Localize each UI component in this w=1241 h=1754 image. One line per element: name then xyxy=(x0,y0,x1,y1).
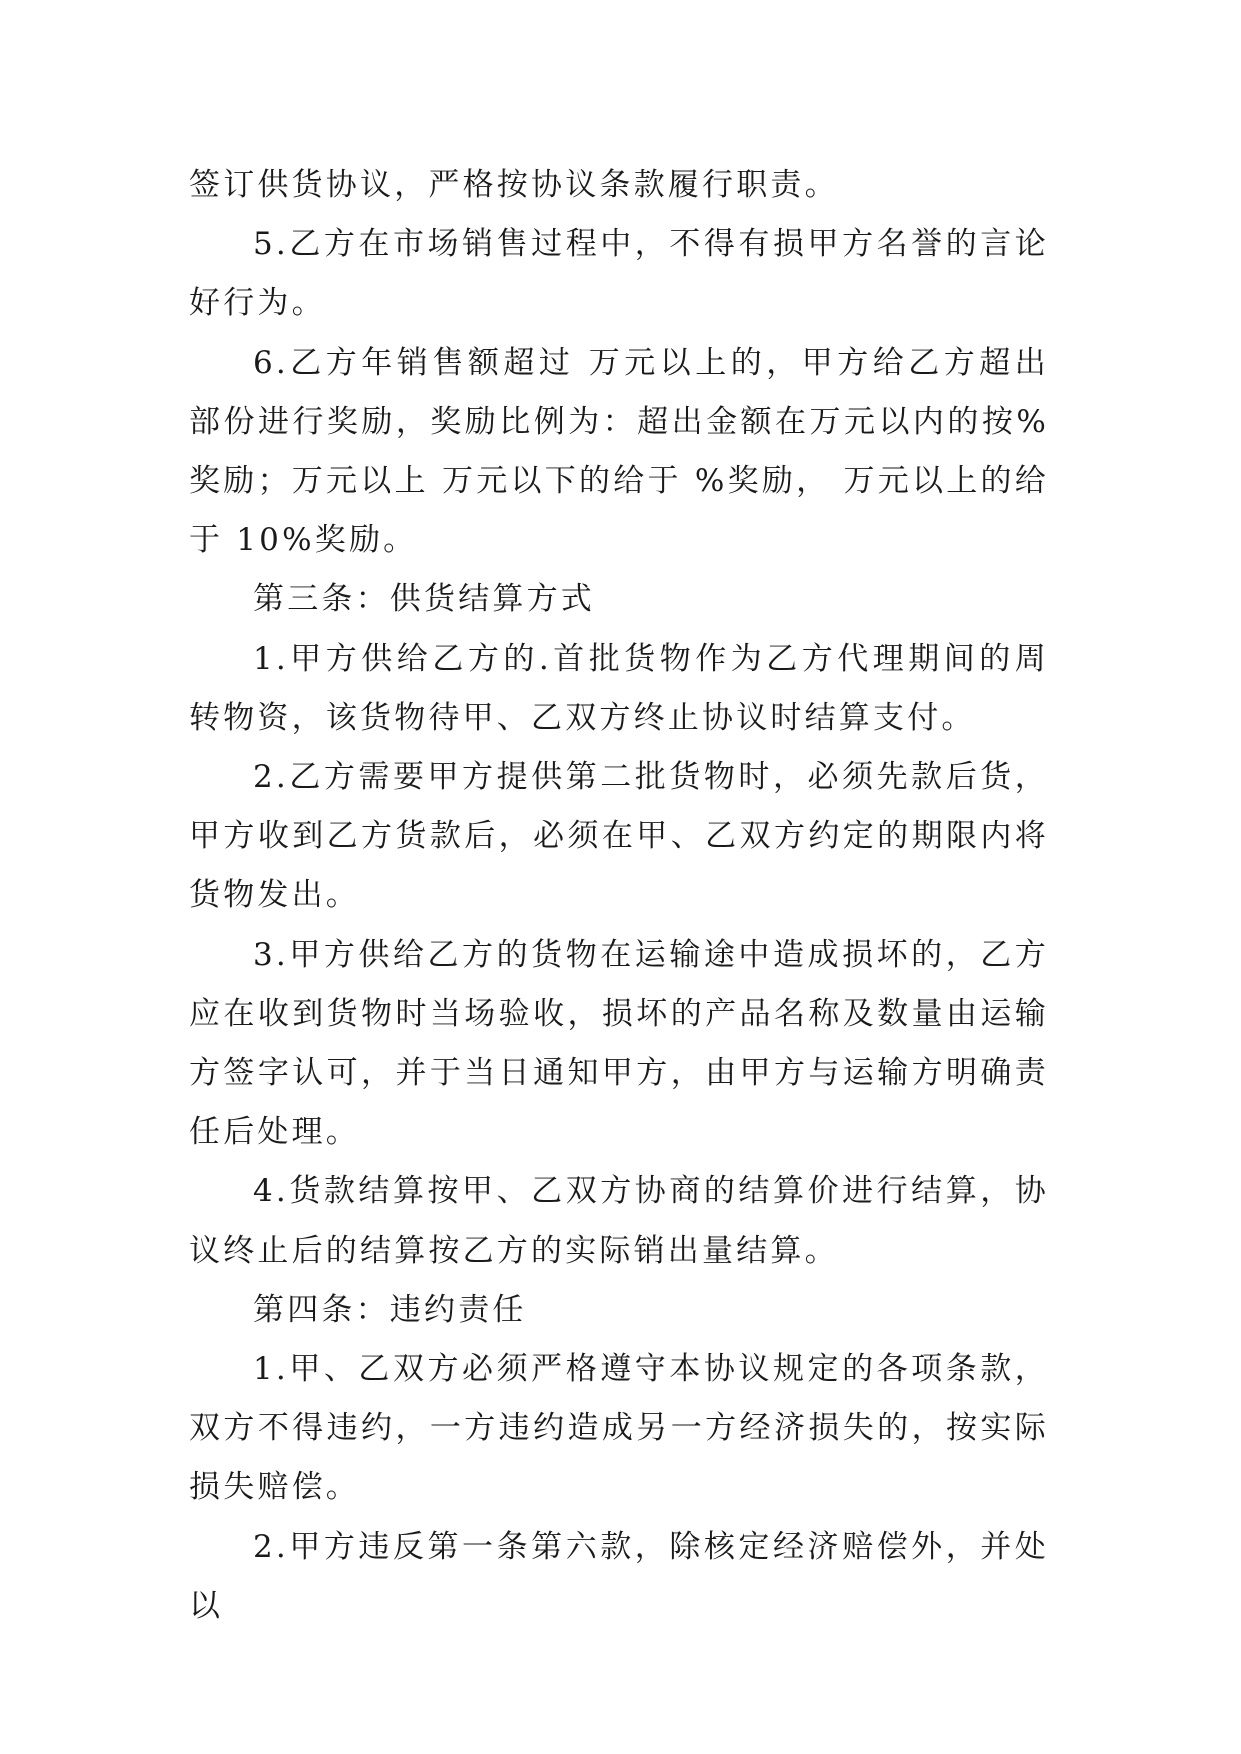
paragraph-clause-5: 5.乙方在市场销售过程中，不得有损甲方名誉的言论好行为。 xyxy=(189,226,1049,322)
paragraph-1: 签订供货协议，严格按协议条款履行职责。 xyxy=(189,167,839,203)
paragraph-article-4-clause-2: 2.甲方违反第一条第六款，除核定经济赔偿外，并处以 xyxy=(189,1528,1049,1624)
paragraph-article-4-clause-1: 1.甲、乙双方必须严格遵守本协议规定的各项条款，双方不得违约，一方违约造成另一方经济损失的，按实际损失赔偿。 xyxy=(189,1351,1049,1506)
document-body xyxy=(189,156,1049,1636)
section-heading-article-4: 第四条：违约责任 xyxy=(253,1291,527,1328)
paragraph-article-3-clause-1: 1.甲方供给乙方的.首批货物作为乙方代理期间的周转物资，该货物待甲、乙双方终止协议时结算支付。 xyxy=(189,640,1049,736)
paragraph-article-3-clause-3: 3.甲方供给乙方的货物在运输途中造成损坏的，乙方应在收到货物时当场验收，损坏的产品名称及数量由运输方签字认可，并于当日通知甲方，由甲方与运输方明确责任后处理。 xyxy=(189,936,1049,1151)
paragraph-article-3-clause-2: 2.乙方需要甲方提供第二批货物时，必须先款后货，甲方收到乙方货款后，必须在甲、乙双方约定的期限内将货物发出。 xyxy=(189,759,1049,914)
paragraph-clause-6: 6.乙方年销售额超过 万元以上的，甲方给乙方超出部份进行奖励，奖励比例为：超出金额在万元以内的按%奖励；万元以上 万元以下的给于 %奖励， 万元以上的给于 10%奖励。 xyxy=(189,344,1049,559)
paragraph-article-3-clause-4: 4.货款结算按甲、乙双方协商的结算价进行结算，协议终止后的结算按乙方的实际销出量结算。 xyxy=(189,1173,1049,1269)
section-heading-article-3: 第三条：供货结算方式 xyxy=(253,581,595,618)
